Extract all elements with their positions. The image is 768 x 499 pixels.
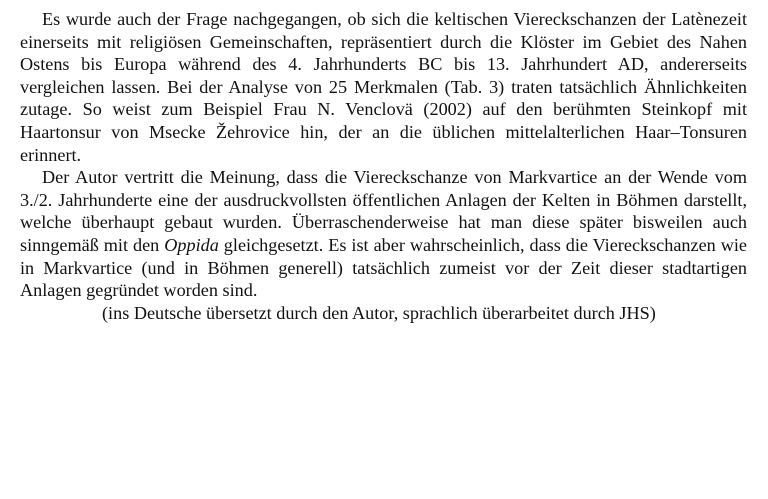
document-page — [20, 8, 747, 324]
translation-credit: (ins Deutsche übersetzt durch den Autor, sprachlich überarbeitet durch JHS) — [102, 302, 656, 323]
paragraph-viereckschanzen-kloester: Es wurde auch der Frage nachgegangen, ob sich die keltischen Viereckschanzen der Latènezeit einerseits mit religiösen Gemeinschaften, repräsentiert durch die Klöster im Gebiet des Nahen Ostens bis Europa während des 4. Jahrhunderts BC bis 13. Jahrhundert AD, andererseits vergleichen lassen. Bei der Analyse von 25 Merkmalen (Tab. 3) traten tatsächlich Ähnlichkeiten zutage. So weist zum Beispiel Frau N. Venclovä (2002) auf den berühmten Steinkopf mit Haartonsur von Msecke Žehrovice hin, der an die üblichen mittelalterlichen Haar–Tonsuren erinnert. — [20, 9, 747, 165]
paragraph2-text-start: Der Autor vertritt die Meinung, dass die Viereckschanze von Markvartice an der Wende vom 3./2. Jahrhunderte eine der ausdruckvollsten öffentlichen Anlagen der Kelten in Böhmen darstellt, welche überhaupt gebaut wurden. Überraschenderweise hat man diese später bisweilen auch sinngemäß mit den — [20, 167, 747, 255]
paragraph2-text-end: gleichgesetzt. Es ist aber wahrscheinlich, dass die Viereckschanzen wie in Markvartice (und in Böhmen generell) tatsächlich zumeist vor der Zeit dieser stadtartigen Anlagen gegründet worden sind. — [20, 234, 747, 301]
oppida-term: Oppida — [164, 234, 219, 255]
paragraph-markvartice — [20, 166, 747, 302]
